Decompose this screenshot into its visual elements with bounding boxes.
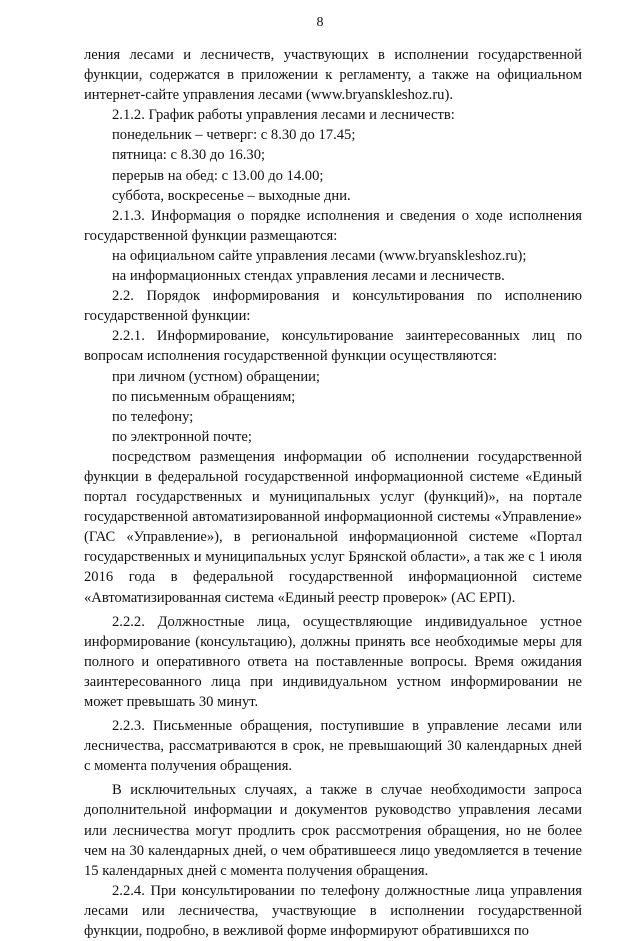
schedule-weekend: суббота, воскресенье – выходные дни. <box>112 187 351 204</box>
schedule-lunch: перерыв на обед: с 13.00 до 14.00; <box>112 167 324 184</box>
paragraph-2-2-1: 2.2.1. Информирование, консультирование заинтересованных лиц по вопросам исполнения государственной функции осуществляются: <box>84 328 582 365</box>
list-item-written: по письменным обращениям; <box>112 388 296 405</box>
list-item-phone: по телефону; <box>112 408 194 425</box>
list-item-stands: на информационных стендах управления лесами и лесничеств. <box>112 268 505 285</box>
paragraph-2-2-2: 2.2.2. Должностные лица, осуществляющие индивидуальное устное информирование (консультацию), должны принять все необходимые меры для полного и оперативного ответа на поставленные вопросы. Время ожидания заинтересованного лица при индивидуальном устном информировании не может превышать 30 минут. <box>84 613 582 710</box>
list-item-personal: при личном (устном) обращении; <box>112 368 320 385</box>
paragraph-continuation: ления лесами и лесничеств, участвующих в исполнении государственной функции, содержатся в приложении к регламенту, а также на официальном интернет-сайте управления лесами (www.bryanskleshoz.ru). <box>84 47 582 104</box>
document-body <box>84 45 582 941</box>
page-number: 8 <box>316 15 324 30</box>
schedule-mon-thu: понедельник – четверг: с 8.30 до 17.45; <box>112 127 356 144</box>
list-item-website: на официальном сайте управления лесами (www.bryanskleshoz.ru); <box>112 247 527 264</box>
list-item-email: по электронной почте; <box>112 428 252 445</box>
paragraph-2-2: 2.2. Порядок информирования и консультирования по исполнению государственной функции: <box>84 288 582 325</box>
paragraph-exceptions: В исключительных случаях, а также в случае необходимости запроса дополнительной информации и документов руководство управления лесами или лесничества могут продлить срок рассмотрения обращения, но не более чем на 30 календарных дней, о чем обратившееся лицо уведомляется в течение 15 календарных дней с момента получения обращения. <box>84 782 582 879</box>
list-item-portals: посредством размещения информации об исполнении государственной функции в федеральной государственной информационной системе «Единый портал государственных и муниципальных услуг (функций)», на портале государственной автоматизированной информационной системы «Управление» (ГАС «Управление»), в региональной информационной системе «Портал государственных и муниципальных услуг Брянской области», а так же с 1 июля 2016 года в федеральной государственной информационной системе «Автоматизированная система «Единый реестр проверок» (АС ЕРП). <box>84 448 582 606</box>
paragraph-2-2-4: 2.2.4. При консультировании по телефону должностные лица управления лесами или лесничества, участвующие в исполнении государственной функции, подробно, в вежливой форме информируют обратившихся по <box>84 882 582 940</box>
paragraph-2-2-3: 2.2.3. Письменные обращения, поступившие в управление лесами или лесничества, рассматриваются в срок, не превышающий 30 календарных дней с момента получения обращения. <box>84 718 582 775</box>
paragraph-2-1-2: 2.1.2. График работы управления лесами и лесничеств: <box>112 107 455 124</box>
schedule-fri: пятница: с 8.30 до 16.30; <box>112 147 266 164</box>
paragraph-2-1-3: 2.1.3. Информация о порядке исполнения и сведения о ходе исполнения государственной функции размещаются: <box>84 207 582 244</box>
